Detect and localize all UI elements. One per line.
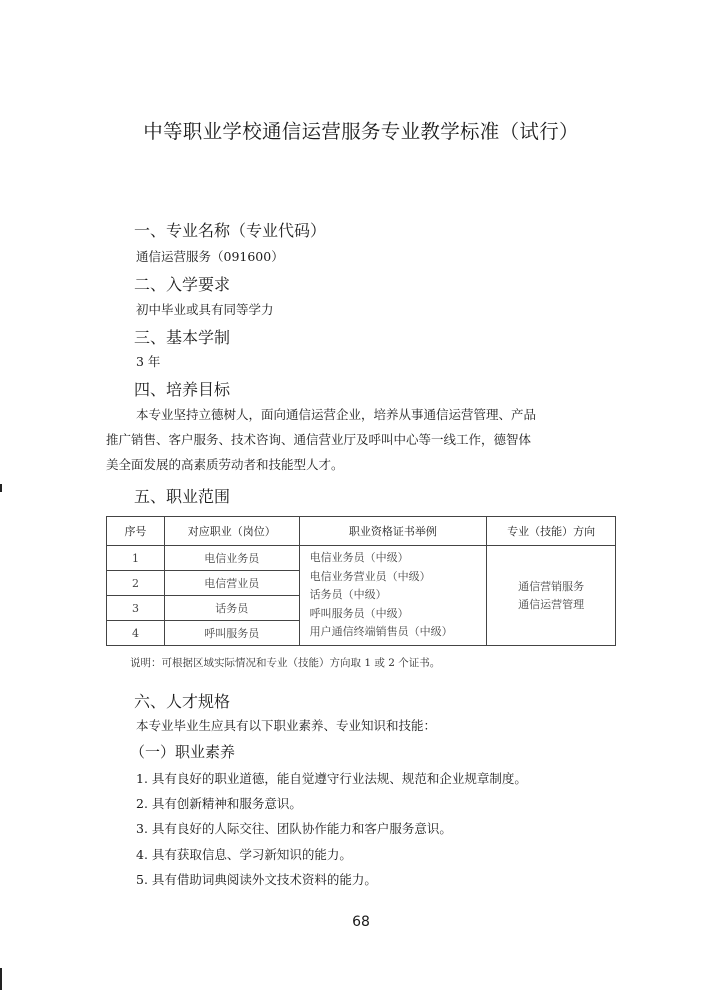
- section-6-heading: 六、人才规格: [134, 692, 231, 711]
- header-job: 对应职业（岗位）: [164, 517, 299, 546]
- section-4-line-1: 本专业坚持立德树人，面向通信运营企业，培养从事通信运营管理、产品: [136, 407, 537, 422]
- header-direction: 专业（技能）方向: [487, 517, 616, 546]
- cert-item: 呼叫服务员（中级）: [309, 606, 409, 620]
- cert-item: 电信业务营业员（中级）: [309, 569, 431, 583]
- section-1-text: 通信运营服务（091600）: [136, 249, 284, 264]
- direction-item: 通信运营管理: [518, 597, 585, 611]
- section-5-heading: 五、职业范围: [134, 487, 231, 506]
- row-no: 4: [107, 621, 165, 646]
- direction-item: 通信营销服务: [518, 579, 585, 593]
- section-4-heading: 四、培养目标: [134, 380, 231, 399]
- section-4-line-3: 美全面发展的高素质劳动者和技能型人才。: [106, 457, 344, 472]
- table-header-row: [107, 517, 616, 546]
- list-item: 2. 具有创新精神和服务意识。: [136, 796, 302, 811]
- document-title: 中等职业学校通信运营服务专业教学标准（试行）: [143, 120, 579, 143]
- page-edge-mark-bottom: [0, 968, 2, 990]
- list-item: 1. 具有良好的职业道德，能自觉遵守行业法规、规范和企业规章制度。: [136, 771, 527, 786]
- page-edge-mark-top: [0, 484, 2, 492]
- row-job: 电信业务员: [164, 546, 299, 571]
- list-item: 5. 具有借助词典阅读外文技术资料的能力。: [136, 872, 377, 887]
- table-note: 说明：可根据区域实际情况和专业（技能）方向取 1 或 2 个证书。: [130, 657, 441, 669]
- row-no: 1: [107, 546, 165, 571]
- row-job: 电信营业员: [164, 571, 299, 596]
- section-1-heading: 一、专业名称（专业代码）: [134, 221, 327, 240]
- subsection-1-heading: （一）职业素养: [130, 743, 236, 761]
- table-row: [107, 546, 616, 571]
- section-4-line-2: 推广销售、客户服务、技术咨询、通信营业厅及呼叫中心等一线工作，德智体: [106, 432, 532, 447]
- list-item: 4. 具有获取信息、学习新知识的能力。: [136, 847, 352, 862]
- row-job: 呼叫服务员: [164, 621, 299, 646]
- occupation-table: [106, 516, 616, 646]
- header-cert: 职业资格证书举例: [299, 517, 487, 546]
- section-2-heading: 二、入学要求: [134, 275, 231, 294]
- direction-cell: [487, 546, 616, 646]
- cert-item: 电信业务员（中级）: [309, 551, 409, 565]
- section-4-paragraph: [106, 402, 616, 477]
- section-3-text: 3 年: [136, 354, 161, 369]
- row-no: 2: [107, 571, 165, 596]
- cert-examples-cell: [299, 546, 487, 646]
- cert-item: 用户通信终端销售员（中级）: [309, 625, 453, 639]
- list-item: 3. 具有良好的人际交往、团队协作能力和客户服务意识。: [136, 821, 452, 836]
- row-no: 3: [107, 596, 165, 621]
- section-6-intro: 本专业毕业生应具有以下职业素养、专业知识和技能：: [136, 718, 437, 733]
- row-job: 话务员: [164, 596, 299, 621]
- cert-item: 话务员（中级）: [309, 588, 387, 602]
- section-3-heading: 三、基本学制: [134, 328, 231, 347]
- section-2-text: 初中毕业或具有同等学力: [136, 302, 274, 317]
- header-no: 序号: [107, 517, 165, 546]
- page-number: 68: [352, 914, 370, 930]
